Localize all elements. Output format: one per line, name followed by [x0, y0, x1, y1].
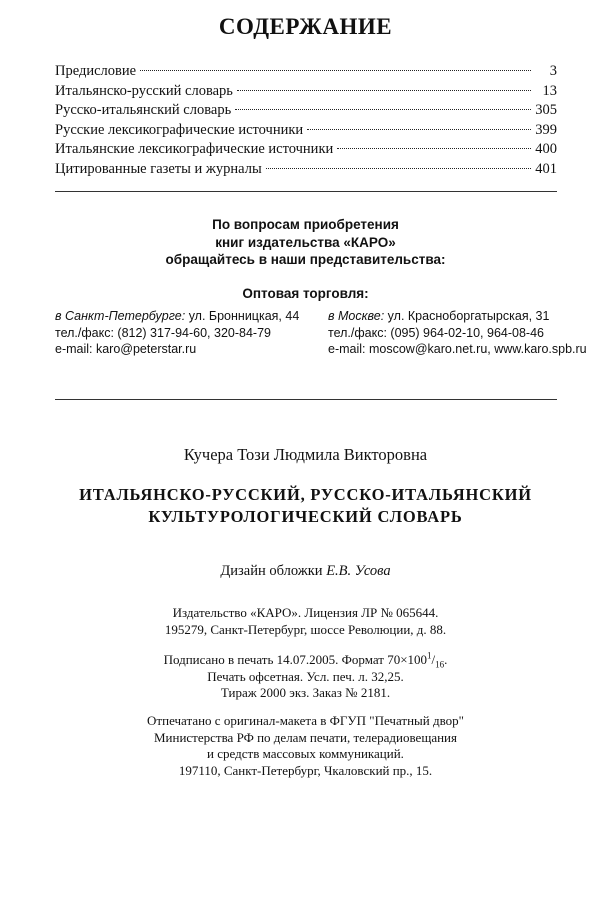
toc-leader-dots: [266, 168, 531, 169]
toc-leader-dots: [307, 129, 531, 130]
printer-line: Отпечатано с оригинал-макета в ФГУП "Печатный двор": [147, 713, 464, 728]
toc-entry-label: Предисловие: [55, 63, 137, 79]
design-label: Дизайн обложки: [220, 563, 327, 579]
toc-entry-page: 400: [535, 141, 557, 157]
circulation: Тираж 2000 экз. Заказ № 2181.: [220, 685, 391, 700]
toc-entry-page: 305: [535, 102, 557, 118]
toc-entry: [55, 160, 557, 180]
book-author: Кучера Този Людмила Викторовна: [183, 445, 428, 464]
purchase-line: По вопросам приобретения: [212, 217, 399, 232]
designer-name: Е.В. Усова: [326, 563, 391, 579]
contact-phone: тел./факс: (095) 964-02-10, 964-08-46: [328, 325, 544, 340]
publisher-address: 195279, Санкт-Петербург, шоссе Революции, д. 88.: [164, 621, 447, 637]
contact-moscow: [328, 308, 587, 358]
book-title-line: КУЛЬТУРОЛОГИЧЕСКИЙ СЛОВАРЬ: [148, 507, 463, 526]
toc-leader-dots: [337, 148, 531, 149]
toc-entry-label: Итальянско-русский словарь: [55, 82, 233, 99]
purchase-line: обращайтесь в наши представительства:: [165, 252, 446, 267]
contact-city: в Санкт-Петербурге:: [55, 309, 186, 323]
wholesale-heading: Оптовая торговля:: [242, 286, 369, 301]
toc-entry: [55, 140, 557, 160]
toc-leader-dots: [237, 90, 531, 91]
toc-entry: [55, 101, 557, 121]
contact-email: e-mail: karo@peterstar.ru: [55, 342, 197, 356]
toc-entry-label: Цитированные газеты и журналы: [55, 160, 262, 177]
printer-line: Министерства РФ по делам печати, телерадиовещания: [153, 729, 457, 745]
toc-entry: [55, 62, 557, 82]
contact-city: в Москве:: [328, 309, 385, 323]
publisher-info: [0, 605, 611, 638]
signed-to-print: Подписано в печать 14.07.2005. Формат $70\times 100^1/_{16}$.: [163, 650, 448, 670]
contact-address: ул. Красноборгатырская, 31: [384, 309, 550, 323]
toc-entry-page: 401: [535, 160, 557, 177]
divider-bottom: [55, 399, 557, 400]
print-type: Печать офсетная. Усл. печ. л. 32,25.: [207, 668, 404, 684]
contact-phone: тел./факс: (812) 317-94-60, 320-84-79: [55, 325, 271, 340]
table-of-contents: [55, 62, 557, 179]
printer-address: 197110, Санкт-Петербург, Чкаловский пр., 15.: [178, 762, 433, 778]
purchase-info: [0, 216, 611, 269]
toc-entry-page: 3: [549, 63, 557, 79]
book-title-line: ИТАЛЬЯНСКО-РУССКИЙ, РУССКО-ИТАЛЬЯНСКИЙ: [79, 485, 532, 504]
toc-entry-label: Русские лексикографические источники: [55, 121, 304, 138]
toc-leader-dots: [235, 109, 531, 110]
contact-address: ул. Бронницкая, 44: [185, 309, 300, 323]
toc-entry-label: Итальянские лексикографические источники: [55, 141, 334, 157]
print-info: [0, 652, 611, 702]
toc-title: СОДЕРЖАНИЕ: [218, 14, 393, 39]
contact-email: e-mail: moscow@karo.net.ru, www.karo.spb.ru: [328, 342, 587, 356]
printer-info: [0, 713, 611, 779]
book-title: [0, 484, 611, 528]
printer-line: и средств массовых коммуникаций.: [207, 746, 404, 761]
divider-top: [55, 191, 557, 192]
purchase-line: книг издательства «КАРО»: [215, 234, 396, 250]
toc-entry: [55, 121, 557, 141]
toc-entry-page: 399: [535, 121, 557, 138]
cover-design-credit: [0, 563, 611, 580]
toc-entry-label: Русско-итальянский словарь: [55, 102, 232, 118]
toc-entry: [55, 82, 557, 102]
toc-leader-dots: [140, 70, 531, 71]
contact-spb: [55, 308, 299, 358]
publisher-license: Издательство «КАРО». Лицензия ЛР № 065644.: [172, 605, 439, 620]
toc-entry-page: 13: [542, 82, 557, 99]
